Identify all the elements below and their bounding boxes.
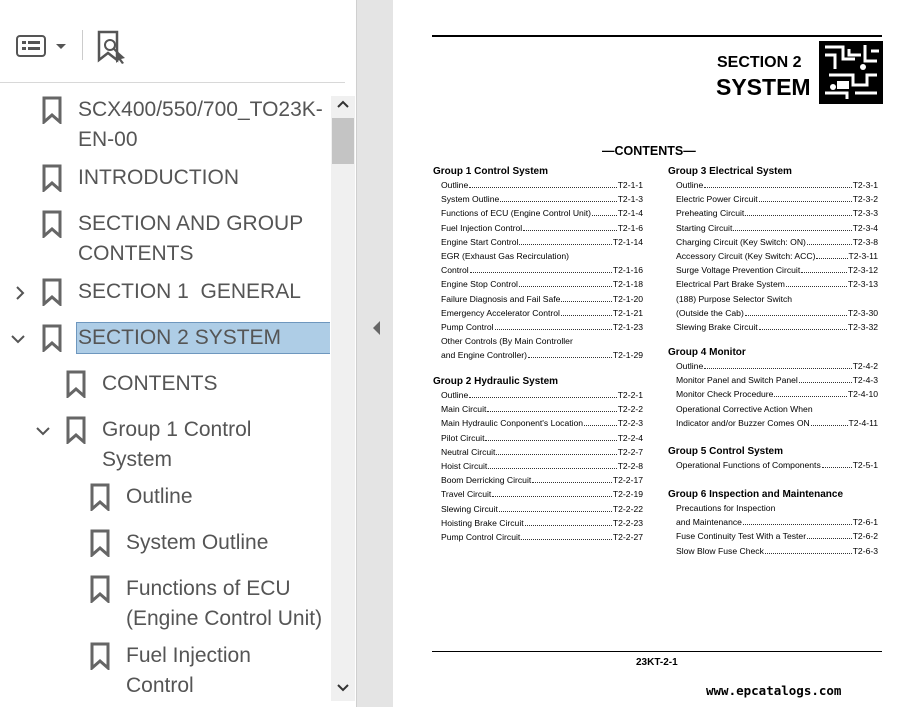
toc-entry-text: Hoist Circuit (441, 461, 488, 471)
list-options-icon (16, 34, 46, 58)
toc-entry-page: T2-3-8 (852, 236, 878, 247)
toc-entry-text: Starting Circuit (676, 222, 733, 233)
toc-entry (676, 503, 878, 513)
toc-entry-text: Indicator and/or Buzzer Comes ON (676, 417, 810, 428)
toc-entry (676, 194, 878, 204)
toc-entry (441, 390, 643, 400)
toc-entry (676, 404, 878, 414)
toc-entry-text: Fuel Injection Control (441, 222, 523, 233)
toc-entry-text: Engine Stop Control (441, 279, 518, 290)
toc-entry-page: T2-6-2 (852, 531, 878, 542)
toc-leader-dots (786, 279, 847, 287)
bookmark-item-selected[interactable] (42, 323, 330, 353)
options-menu-button[interactable] (16, 34, 68, 58)
toc-entry-text: Monitor Check Procedure (676, 389, 774, 400)
bookmark-item[interactable] (90, 641, 251, 701)
toc-leader-dots (822, 460, 852, 468)
bookmark-find-icon (96, 30, 128, 64)
toc-leader-dots (519, 279, 612, 287)
toc-entry (676, 279, 878, 289)
bookmark-icon (42, 164, 62, 192)
toc-entry-text: EGR (Exhaust Gas Recirculation) (441, 251, 569, 261)
toc-entry-text: Pump Control (441, 322, 494, 332)
toc-entry-page: T2-3-2 (852, 194, 878, 205)
toc-entry-text: Accessory Circuit (Key Switch: ACC) (676, 251, 816, 261)
toc-leader-dots (499, 504, 612, 512)
toc-entry (441, 322, 643, 332)
toc-leader-dots (528, 350, 612, 358)
toc-entry-text: Charging Circuit (Key Switch: ON) (676, 236, 806, 247)
toc-entry (441, 433, 643, 443)
toc-entry-text: Pilot Circuit (441, 432, 485, 443)
toc-entry-page: T2-2-7 (617, 446, 643, 457)
toc-entry-text: (Outside the Cab) (676, 307, 744, 318)
bookmark-item[interactable] (90, 574, 322, 634)
bookmarks-scrollbar[interactable] (331, 96, 355, 701)
toc-entry-page: T2-1-3 (617, 194, 643, 205)
group-heading: Group 1 Control System (433, 166, 549, 177)
bookmark-icon (90, 529, 110, 557)
bookmark-icon (42, 210, 62, 238)
bookmark-tree (0, 83, 330, 707)
toc-entry (441, 447, 643, 457)
circuit-logo (819, 41, 883, 104)
expand-chevron-icon[interactable] (13, 286, 27, 300)
toc-entry (676, 208, 878, 218)
bookmark-label: Group 1 Control System (102, 418, 252, 471)
toc-leader-dots (704, 180, 851, 188)
toolbar-divider (82, 30, 83, 60)
group-heading: Group 2 Hydraulic System (433, 376, 559, 387)
toc-entry (441, 404, 643, 414)
toc-entry (441, 180, 643, 190)
toc-entry-text: Boom Derricking Circuit (441, 475, 532, 486)
collapse-panel-arrow-icon[interactable] (371, 320, 381, 336)
bookmark-icon (42, 324, 62, 352)
scrollbar-thumb[interactable] (332, 118, 354, 164)
bookmark-item[interactable] (66, 369, 218, 399)
toc-entry-page: T2-2-1 (617, 390, 643, 400)
group-heading: Group 4 Monitor (668, 347, 746, 358)
toc-entry (441, 208, 643, 218)
toc-leader-dots (561, 308, 612, 316)
toc-entry-text: Neutral Circuit (441, 446, 496, 457)
toc-entry (441, 518, 643, 528)
toc-entry (441, 265, 643, 275)
toc-entry-page: T2-2-17 (612, 475, 643, 486)
bookmark-label: SECTION AND GROUP CONTENTS (78, 212, 304, 265)
toc-entry-text: Hoisting Brake Circuit (441, 517, 524, 528)
toc-entry-text: Outline (441, 180, 469, 190)
toc-entry-page: T2-1-20 (612, 293, 643, 304)
toc-entry-page: T2-2-8 (617, 461, 643, 471)
toc-leader-dots (745, 208, 851, 216)
group-heading: Group 6 Inspection and Maintenance (668, 489, 844, 500)
toc-leader-dots (487, 404, 616, 412)
footer-rule (432, 651, 882, 652)
toc-entry-page: T2-2-19 (612, 489, 643, 500)
section-title: SYSTEM (716, 74, 811, 100)
toc-entry-text: Surge Voltage Prevention Circuit (676, 265, 801, 276)
toc-entry (441, 461, 643, 471)
toc-entry-page: T2-3-3 (852, 208, 878, 219)
bookmarks-panel (0, 0, 357, 707)
toc-entry-text: Monitor Panel and Switch Panel (676, 375, 798, 386)
bookmarks-toolbar (0, 0, 345, 83)
toc-entry-page: T2-1-21 (612, 307, 643, 318)
header-rule (432, 35, 882, 37)
bookmark-icon (90, 483, 110, 511)
toc-entry-page: T2-2-2 (617, 404, 643, 415)
toc-entry-text: Engine Start Control (441, 236, 519, 247)
toc-entry-text: and Engine Controller) (441, 350, 527, 361)
toc-leader-dots (816, 251, 847, 259)
toc-entry-page: T2-1-29 (612, 350, 643, 361)
toc-entry-text: Control (441, 265, 469, 276)
toc-entry (676, 361, 878, 371)
bookmark-item[interactable] (42, 95, 323, 155)
toc-entry-page: T2-4-2 (852, 361, 878, 371)
toc-entry-page: T2-1-14 (612, 236, 643, 247)
chevron-down-icon (54, 41, 68, 51)
toc-leader-dots (523, 223, 616, 231)
toc-entry (676, 517, 878, 527)
toc-entry (676, 389, 878, 399)
bookmark-icon (42, 278, 62, 306)
bookmark-label: SECTION 1 GENERAL (78, 280, 301, 303)
toc-leader-dots (584, 418, 617, 426)
toc-entry-page: T2-3-13 (847, 279, 878, 290)
toc-entry-page: T2-6-1 (852, 517, 878, 528)
bookmark-label: Fuel Injection Control (126, 644, 251, 697)
toc-entry (676, 375, 878, 385)
toc-leader-dots (759, 194, 852, 202)
bookmark-label: System Outline (126, 531, 269, 554)
watermark-text: www.epcatalogs.com (706, 683, 842, 698)
toc-leader-dots (807, 237, 852, 245)
toc-entry-page: T2-4-10 (847, 389, 878, 400)
toc-entry (441, 532, 643, 542)
toc-leader-dots (492, 489, 612, 497)
toc-leader-dots (500, 194, 616, 202)
toc-entry (676, 237, 878, 247)
toc-entry-text: Failure Diagnosis and Fail Safe (441, 293, 561, 304)
toc-entry (676, 546, 878, 556)
contents-heading: —CONTENTS— (602, 144, 696, 158)
group-heading: Group 3 Electrical System (668, 166, 792, 177)
bookmark-label: INTRODUCTION (78, 166, 239, 189)
toc-leader-dots (774, 389, 846, 397)
scroll-down-arrow-icon[interactable] (336, 683, 350, 693)
toc-entry-text: Slewing Brake Circuit (676, 322, 758, 332)
bookmark-label: CONTENTS (102, 372, 218, 395)
toc-entry (441, 194, 643, 204)
toc-entry-page: T2-2-22 (612, 503, 643, 514)
toc-leader-dots (743, 517, 852, 525)
toc-entry-text: Travel Circuit (441, 489, 492, 500)
toc-leader-dots (765, 546, 852, 554)
toc-entry (441, 475, 643, 485)
scroll-up-arrow-icon[interactable] (336, 99, 350, 109)
toc-entry-text: (188) Purpose Selector Switch (676, 293, 793, 304)
collapse-chevron-icon[interactable] (36, 424, 50, 438)
toc-entry-page: T2-1-16 (612, 265, 643, 276)
bookmark-icon (66, 370, 86, 398)
toc-entry-page: T2-1-23 (612, 322, 643, 332)
toc-entry-text: System Outline (441, 194, 500, 205)
toc-entry (676, 308, 878, 318)
section-label: SECTION 2 (717, 54, 802, 71)
footer-page-code: 23KT-2-1 (636, 657, 678, 668)
toc-leader-dots (485, 433, 616, 441)
toc-entry-text: Slow Blow Fuse Check (676, 545, 764, 556)
toc-leader-dots (745, 308, 847, 316)
bookmark-icon (42, 96, 62, 124)
toc-leader-dots (807, 531, 852, 539)
toc-entry-text: Preheating Circuit (676, 208, 745, 219)
bookmark-label: SECTION 2 SYSTEM (77, 323, 330, 353)
toc-leader-dots (495, 322, 612, 330)
toc-leader-dots (525, 518, 612, 526)
bookmark-label: Outline (126, 485, 193, 508)
collapse-chevron-icon[interactable] (11, 332, 25, 346)
toc-leader-dots (521, 532, 612, 540)
toc-entry-page: T2-2-27 (612, 532, 643, 542)
toc-entry (676, 531, 878, 541)
toc-entry-page: T2-6-3 (852, 545, 878, 556)
toc-entry-page: T2-2-23 (612, 517, 643, 528)
bookmark-label: Functions of ECU (Engine Control Unit) (126, 577, 323, 630)
toc-entry-page: T2-2-4 (617, 432, 643, 443)
toc-leader-dots (704, 361, 851, 369)
toc-entry-text: Electric Power Circuit (676, 194, 758, 205)
toc-entry-text: and Maintenance (676, 517, 742, 528)
find-bookmark-button[interactable] (96, 30, 128, 64)
toc-entry (441, 237, 643, 247)
bookmark-icon (90, 642, 110, 670)
toc-entry (676, 322, 878, 332)
toc-entry (676, 294, 878, 304)
group-heading: Group 5 Control System (668, 446, 784, 457)
bookmark-item[interactable] (90, 482, 193, 512)
toc-entry (441, 279, 643, 289)
toc-entry (441, 418, 643, 428)
toc-leader-dots (470, 265, 612, 273)
toc-entry-page: T2-3-32 (847, 322, 878, 332)
toc-entry-text: Main Hydraulic Conponent's Location (441, 418, 584, 429)
toc-entry-text: Outline (676, 361, 704, 371)
toc-entry-page: T2-1-4 (617, 208, 643, 219)
toc-entry-page: T2-3-1 (852, 180, 878, 190)
toc-leader-dots (811, 418, 848, 426)
toc-entry-text: Electrical Part Brake System (676, 279, 785, 290)
toc-entry-text: Operational Corrective Action When (676, 403, 813, 414)
toc-leader-dots (733, 223, 851, 231)
toc-entry-text: Other Controls (By Main Controller (441, 336, 573, 347)
toc-leader-dots (759, 322, 847, 330)
panel-splitter[interactable] (357, 0, 393, 707)
toc-entry-page: T2-5-1 (852, 460, 878, 470)
toc-entry (676, 180, 878, 190)
toc-entry-page: T2-4-3 (852, 375, 878, 386)
toc-entry-text: Main Circuit (441, 404, 487, 415)
toc-entry-page: T2-3-11 (848, 251, 878, 261)
bookmark-label: SCX400/550/700_TO23K- EN-00 (78, 98, 323, 151)
toc-leader-dots (469, 180, 616, 188)
toc-leader-dots (801, 265, 847, 273)
toc-leader-dots (469, 390, 616, 398)
toc-entry (441, 308, 643, 318)
toc-entry (441, 251, 643, 261)
toc-entry (676, 460, 878, 470)
toc-entry (441, 336, 643, 346)
toc-entry-text: Pump Control Circuit (441, 532, 521, 542)
toc-leader-dots (532, 475, 612, 483)
toc-leader-dots (799, 375, 852, 383)
toc-entry (441, 223, 643, 233)
toc-entry-page: T2-3-30 (847, 307, 878, 318)
toc-entry-text: Emergency Accelerator Control (441, 307, 560, 318)
bookmark-item[interactable] (42, 209, 303, 269)
toc-entry-page: T2-3-4 (852, 222, 878, 233)
toc-entry-page: T2-1-1 (617, 180, 643, 190)
toc-entry (676, 223, 878, 233)
toc-entry-text: Outline (676, 180, 704, 190)
toc-entry (441, 504, 643, 514)
toc-entry (676, 251, 878, 261)
toc-leader-dots (496, 447, 616, 455)
bookmark-item[interactable] (90, 528, 268, 558)
toc-leader-dots (592, 208, 617, 216)
toc-entry-page: T2-2-3 (617, 418, 643, 429)
bookmark-icon (66, 416, 86, 444)
toc-entry (441, 294, 643, 304)
toc-entry-page: T2-1-6 (617, 222, 643, 233)
toc-entry-text: Outline (441, 390, 469, 400)
toc-entry (676, 418, 878, 428)
bookmark-item[interactable] (42, 277, 301, 307)
toc-entry-page: T2-3-12 (847, 265, 878, 276)
toc-entry-text: Fuse Continuity Test With a Tester (676, 531, 807, 542)
toc-entry (676, 265, 878, 275)
toc-entry-text: Operational Functions of Components (676, 460, 821, 470)
toc-entry (441, 350, 643, 360)
document-page (394, 0, 918, 707)
toc-leader-dots (519, 237, 612, 245)
toc-entry-text: Slewing Circuit (441, 503, 498, 514)
bookmark-icon (90, 575, 110, 603)
bookmark-item[interactable] (42, 163, 239, 193)
toc-entry (441, 489, 643, 499)
bookmark-item[interactable] (66, 415, 251, 475)
toc-entry-text: Functions of ECU (Engine Control Unit) (441, 208, 591, 219)
toc-leader-dots (561, 294, 611, 302)
toc-leader-dots (488, 461, 616, 469)
toc-entry-page: T2-4-11 (848, 417, 878, 428)
toc-entry-page: T2-1-18 (612, 279, 643, 290)
toc-entry-text: Precautions for Inspection (676, 503, 776, 513)
